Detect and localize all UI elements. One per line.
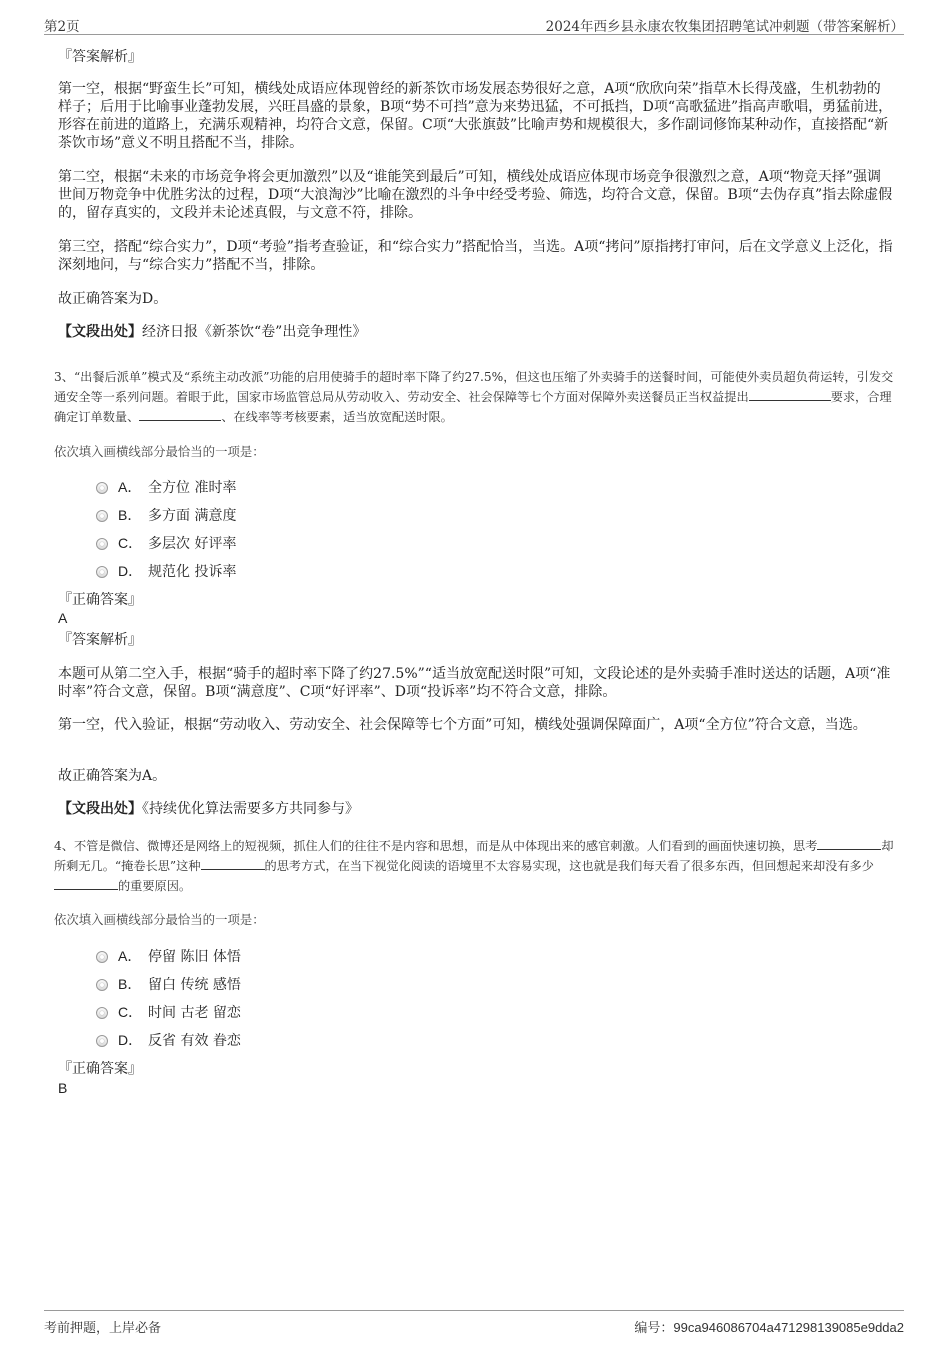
option-text: 留白 传统 感悟 [148,977,241,993]
q4-blank-1 [817,836,881,850]
option-text: 多方面 满意度 [148,508,237,524]
radio-icon[interactable] [96,510,108,522]
q4-text-part2: 却所剩无几。“掩卷长思”这种 [54,839,894,873]
q3-text-part2: 要求，合理确定订单数量、 [54,390,892,424]
option-letter: D． [118,563,143,579]
option-letter: A． [118,948,142,964]
q2-source-text: 经济日报《新茶饮“卷”出竞争理性》 [142,324,367,340]
q4-text-part4: 的重要原因。 [118,879,192,893]
option-text: 反省 有效 眷恋 [148,1033,241,1049]
q3-answer-label: 『正确答案』 [58,592,142,608]
radio-icon[interactable] [96,538,108,550]
q2-source [58,323,894,342]
q2-analysis-para2: 第二空，根据“未来的市场竞争将会更加激烈”以及“谁能笑到最后”可知，横线处成语应体现市场竞争很激烈之意，A项“物竞天择”强调世间万物竞争中优胜劣汰的过程，D项“大浪淘沙”比喻在激烈的斗争中经受考验、筛选，均符合文意，保留。B项“去伪存真”指去除虚假的，留存真实的，文段并未论述真假，与文意不符，排除。 [58,169,893,221]
radio-icon[interactable] [96,951,108,963]
q4-blank-2 [201,856,265,870]
page-header [44,12,904,35]
q3-question-text [54,368,900,427]
option-text: 停留 陈旧 体悟 [148,949,241,965]
footer-note: 考前押题，上岸必备 [44,1321,162,1336]
q4-question-text [54,836,900,896]
q2-analysis-para3: 第三空，搭配“综合实力”，D项“考验”指考查验证，和“综合实力”搭配恰当，当选。A项“拷问”原指拷打审问，后在文学意义上泛化，指深刻地问，与“综合实力”搭配不当，排除。 [58,239,893,273]
q3-answer: A [58,610,68,626]
document-code [634,1317,904,1336]
q3-blank-1 [749,387,831,401]
code-label: 编号： [634,1321,674,1336]
option-letter: B． [118,976,142,992]
q2-analysis-label: 『答案解析』 [58,49,142,65]
option-text: 时间 古老 留恋 [148,1005,241,1021]
radio-icon[interactable] [96,566,108,578]
q3-text-part1: 3、“出餐后派单”模式及“系统主动改派”功能的启用使骑手的超时率下降了约27.5%，但这也压缩了外卖骑手的送餐时间，可能使外卖员超负荷运转，引发交通安全等一系列问题。着眼于此，国家市场监管总局从劳动收入、劳动安全、社会保障等七个方面对保障外卖送餐员正当权益提出 [54,370,894,404]
radio-icon[interactable] [96,482,108,494]
q4-text-part3: 的思考方式，在当下视觉化阅读的语境里不太容易实现，这也就是我们每天看了很多东西，但回想起来却没有多少 [264,859,874,873]
radio-icon[interactable] [96,1007,108,1019]
q3-analysis-label: 『答案解析』 [58,632,142,648]
option-text: 全方位 准时率 [148,480,237,496]
option-letter: D． [118,1032,143,1048]
q3-blank-2 [139,407,221,421]
q4-text-part1: 4、不管是微信、微博还是网络上的短视频，抓住人们的往往不是内容和思想，而是从中体现出来的感官刺激。人们看到的画面快速切换，思考 [54,839,818,853]
radio-icon[interactable] [96,979,108,991]
q4-answer: B [58,1080,68,1096]
q4-blank-3 [54,876,118,890]
q4-instruction: 依次填入画横线部分最恰当的一项是： [54,912,265,927]
q3-analysis-para2: 第一空，代入验证，根据“劳动收入、劳动安全、社会保障等七个方面”可知，横线处强调保障面广，A项“全方位”符合文意，当选。 [58,717,867,733]
q3-conclusion: 故正确答案为A。 [58,768,167,784]
q3-source-text: 《持续优化算法需要多方共同参与》 [142,801,359,817]
q4-answer-label: 『正确答案』 [58,1061,142,1077]
page-number: 第2页 [44,19,80,35]
page-footer [44,1310,904,1337]
q2-analysis-para1: 第一空，根据“野蛮生长”可知，横线处成语应体现曾经的新茶饮市场发展态势很好之意，A项“欣欣向荣”指草木长得茂盛，生机勃勃的样子；后用于比喻事业蓬勃发展，兴旺昌盛的景象，B项“势不可挡”意为来势迅猛，不可抵挡，D项“高歌猛进”指高声歌唱，勇猛前进，形容在前进的道路上，充满乐观精神，均符合文意，保留。C项“大张旗鼓”比喻声势和规模很大，多作副词修饰某种动作，直接搭配“新茶饮市场”意义不明且搭配不当，排除。 [58,81,893,151]
option-text: 多层次 好评率 [148,536,237,552]
q3-analysis-para1: 本题可从第二空入手，根据“骑手的超时率下降了约27.5%”“适当放宽配送时限”可知，文段论述的是外卖骑手准时送达的话题，A项“准时率”符合文意，保留。B项“满意度”、C项“好评率”、D项“投诉率”均不符合文意，排除。 [58,666,891,700]
option-letter: B． [118,507,142,523]
q3-text-part3: 、在线率等考核要素，适当放宽配送时限。 [221,410,453,424]
option-letter: C． [118,1004,143,1020]
option-text: 规范化 投诉率 [148,564,237,580]
q3-instruction: 依次填入画横线部分最恰当的一项是： [54,444,265,459]
q3-source [58,800,894,819]
document-title: 2024年西乡县永康农牧集团招聘笔试冲刺题（带答案解析） [545,19,904,35]
q2-conclusion: 故正确答案为D。 [58,291,168,307]
q3-source-label: 【文段出处】 [58,801,142,817]
option-letter: C． [118,535,143,551]
option-letter: A． [118,479,142,495]
q2-source-label: 【文段出处】 [58,324,142,340]
radio-icon[interactable] [96,1035,108,1047]
code-value: 99ca946086704a471298139085e9dda2 [673,1320,904,1335]
